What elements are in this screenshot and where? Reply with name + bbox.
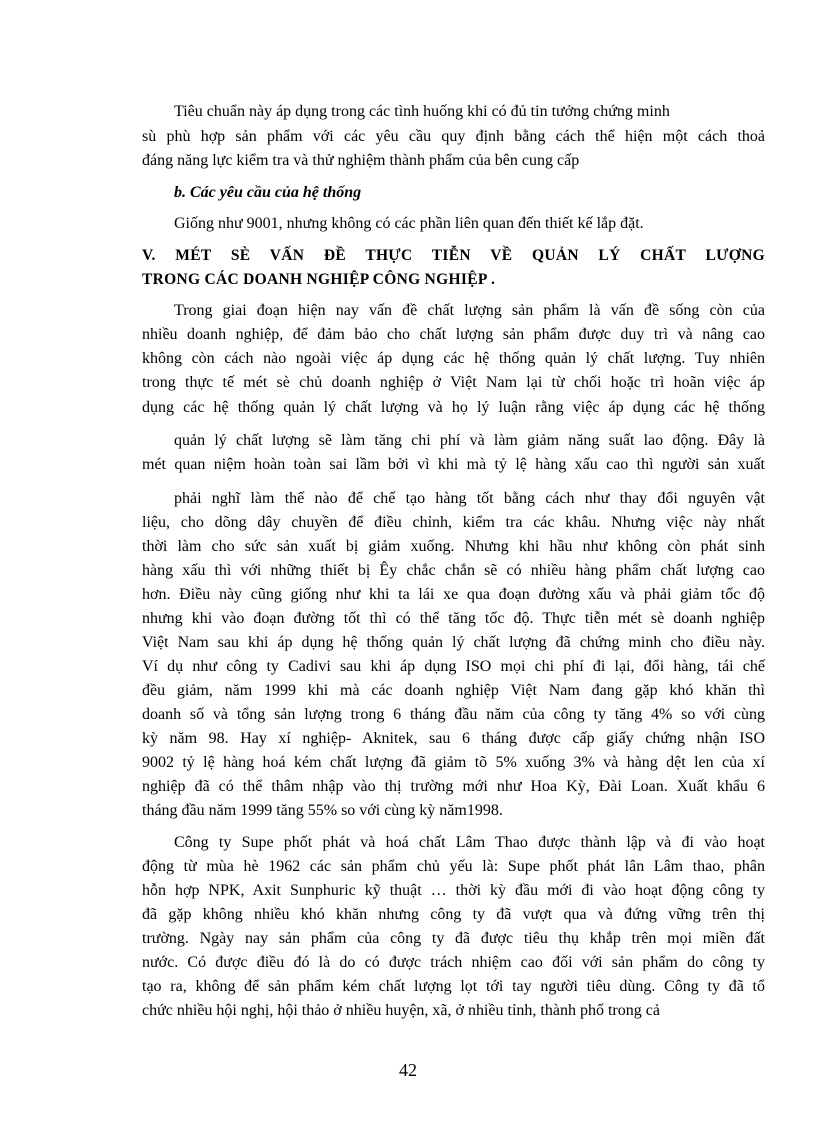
paragraph-5-line-1: phải nghĩ làm thế nào để chế tạo hàng tốt bằng cách như thay đổi nguyên vật	[174, 490, 765, 507]
paragraph-6-line-2: động từ mùa hè 1962 các sản phẩm chủ yếu là: Supe phốt phát lân Lâm thao, phân	[142, 858, 765, 875]
paragraph-1-line-1: Tiêu chuẩn này áp dụng trong các tình huống khi có đủ tin tưởng chứng minh	[174, 103, 670, 120]
paragraph-5-line-5: hơn. Điều này cũng giống như khi ta lái xe qua đoạn đường xấu và phải giảm tốc độ	[142, 586, 765, 603]
paragraph-6-line-7: tạo ra, không để sản phẩm kém chất lượng lọt tới tay người tiêu dùng. Công ty đã tổ	[142, 978, 765, 995]
paragraph-5-line-10: doanh số và tổng sản lượng trong 6 tháng đầu năm của công ty tăng 4% so với cùng	[142, 706, 765, 723]
paragraph-5-line-2: liệu, cho dõng dây chuyền để điều chỉnh, kiểm tra các khâu. Nhưng việc này nhất	[142, 514, 765, 531]
paragraph-6-line-4: đã gặp không nhiều khó khăn nhưng công ty đã vượt qua và đứng vững trên thị	[142, 906, 765, 923]
paragraph-3-line-3: không còn cách nào ngoài việc áp dụng các hệ thống quản lý chất lượng. Tuy nhiên	[142, 350, 765, 367]
section-heading-line-1: V. MÉT SÈ VẤN ĐỀ THỰC TIỄN VỀ QUẢN LÝ CHẤT LƯỢNG	[142, 247, 765, 264]
paragraph-5-line-12: 9002 tỷ lệ hàng hoá kém chất lượng đã giảm tõ 5% xuống 3% và hàng dệt len của xí	[142, 754, 765, 771]
paragraph-6-line-8: chức nhiều hội nghị, hội thảo ở nhiều huyện, xã, ở nhiều tỉnh, thành phố trong cả	[142, 1002, 660, 1019]
paragraph-1-line-2: sù phù hợp sản phẩm với các yêu cầu quy định bằng cách thể hiện một cách thoả	[142, 128, 765, 145]
paragraph-5-line-11: kỳ năm 98. Hay xí nghiệp- Aknitek, sau 6 tháng được cấp giấy chứng nhận ISO	[142, 730, 765, 747]
paragraph-5-line-4: hàng xấu thì với những thiết bị Êy chắc chắn sẽ có nhiều hàng phẩm chất lượng cao	[142, 562, 765, 579]
paragraph-2: Giống như 9001, nhưng không có các phần liên quan đến thiết kế lắp đặt.	[174, 215, 644, 232]
paragraph-6-line-3: hỗn hợp NPK, Axit Sunphuric kỹ thuật … thời kỳ đầu mới đi vào hoạt động công ty	[142, 882, 765, 899]
paragraph-4-line-2: mét quan niệm hoàn toàn sai lầm bởi vì khi mà tỷ lệ hàng xấu cao thì người sản xuất	[142, 456, 765, 473]
paragraph-1-line-3: đáng năng lực kiểm tra và thử nghiệm thành phẩm của bên cung cấp	[142, 152, 580, 169]
paragraph-5-line-3: thời làm cho sức sản xuất bị giảm xuống. Nhưng khi hầu như không còn phát sinh	[142, 538, 765, 555]
paragraph-6-line-6: nước. Có được điều đó là do có được trách nhiệm cao đối với sản phẩm do công ty	[142, 954, 765, 971]
paragraph-5-line-14: tháng đầu năm 1999 tăng 55% so với cùng kỳ năm1998.	[142, 802, 503, 819]
paragraph-3-line-5: dụng các hệ thống quản lý chất lượng và họ lý luận rằng việc áp dụng các hệ thống	[142, 399, 765, 416]
paragraph-5-line-8: Ví dụ như công ty Cadivi sau khi áp dụng ISO mọi chi phí đi lại, đổi hàng, tái chế	[142, 658, 765, 675]
paragraph-5-line-6: nhưng khi vào đoạn đường tốt thì có thể tăng tốc độ. Thực tiễn mét sè doanh nghiệp	[142, 610, 765, 627]
page-number: 42	[399, 1060, 417, 1080]
paragraph-3-line-4: trong thực tế mét sè chủ doanh nghiệp ở Việt Nam lại từ chối hoặc trì hoãn việc áp	[142, 374, 765, 391]
paragraph-3-line-2: nhiều doanh nghiệp, để đảm bảo cho chất lượng sản phẩm được duy trì và nâng cao	[142, 326, 765, 343]
paragraph-5-line-9: đều giảm, năm 1999 khi mà các doanh nghiệp Việt Nam đang gặp khó khăn thì	[142, 682, 765, 699]
paragraph-6-line-5: trường. Ngày nay sản phẩm của công ty đã được tiêu thụ khắp trên mọi miền đất	[142, 930, 765, 947]
subheading: b. Các yêu cầu của hệ thống	[174, 184, 362, 201]
paragraph-3-line-1: Trong giai đoạn hiện nay vấn đề chất lượng sản phẩm là vấn đề sống còn của	[174, 302, 765, 319]
paragraph-6-line-1: Công ty Supe phốt phát và hoá chất Lâm Thao được thành lập và đi vào hoạt	[174, 834, 765, 851]
paragraph-5-line-7: Việt Nam sau khi áp dụng hệ thống quản lý chất lượng đã chứng minh cho điều này.	[142, 634, 765, 651]
paragraph-5-line-13: nghiệp đã có thể thâm nhập vào thị trường mới như Hoa Kỳ, Đài Loan. Xuất khẩu 6	[142, 778, 765, 795]
paragraph-4-line-1: quản lý chất lượng sẽ làm tăng chi phí và làm giảm năng suất lao động. Đây là	[174, 432, 765, 449]
section-heading-line-2: TRONG CÁC DOANH NGHIỆP CÔNG NGHIỆP .	[142, 271, 496, 288]
